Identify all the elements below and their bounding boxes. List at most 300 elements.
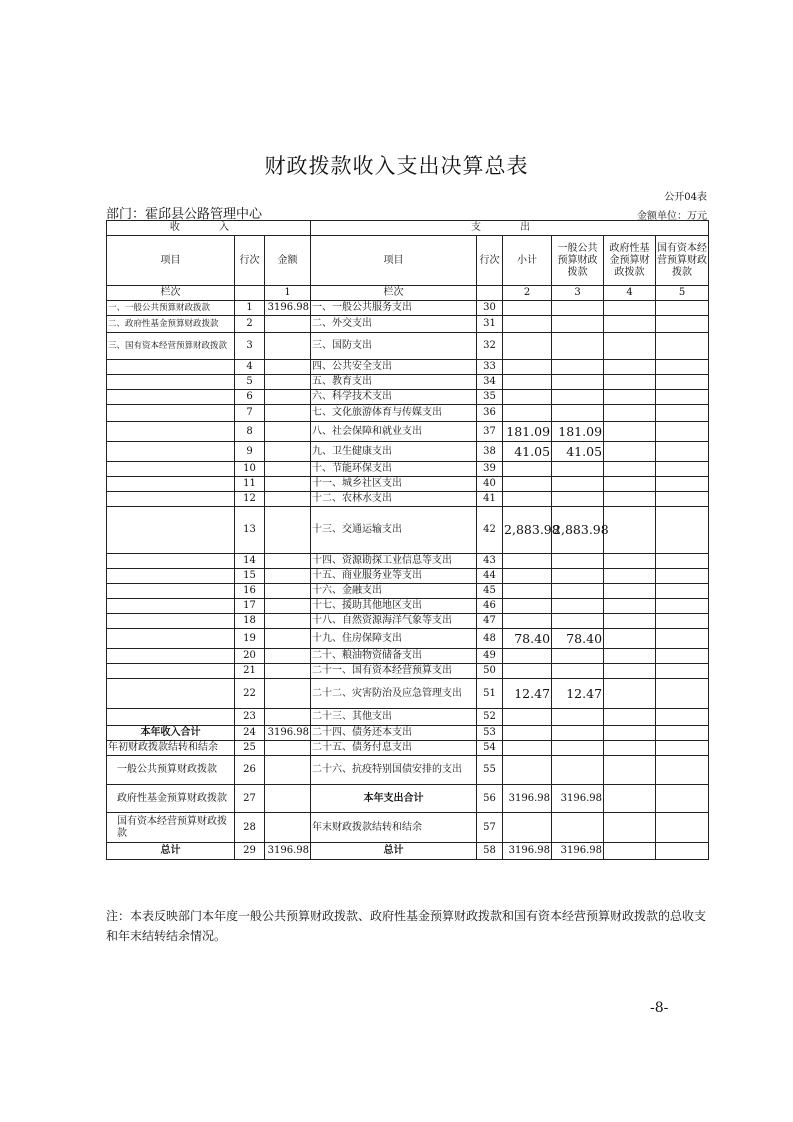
general-budget-value: 3196.98 <box>552 785 604 813</box>
subtotal-value: 2,883.98 <box>503 507 552 554</box>
state-capital-value <box>656 360 709 375</box>
income-item <box>107 405 235 422</box>
subtotal-value: 12.47 <box>503 679 552 709</box>
expense-line-header: 行次 <box>477 236 503 286</box>
expense-item: 十五、商业服务业等支出 <box>311 569 477 584</box>
col-index-5: 5 <box>656 286 709 301</box>
expense-line-no: 43 <box>477 554 503 569</box>
income-line-no: 13 <box>235 507 265 554</box>
income-amount <box>265 679 311 709</box>
col-index-2: 2 <box>503 286 552 301</box>
gov-fund-value <box>604 316 656 333</box>
income-line-no: 6 <box>235 390 265 405</box>
general-budget-value: 41.05 <box>552 442 604 462</box>
income-line-no: 7 <box>235 405 265 422</box>
income-line-no: 2 <box>235 316 265 333</box>
unit-label: 金额单位：万元 <box>637 211 707 222</box>
expense-line-no: 50 <box>477 664 503 679</box>
income-amount <box>265 507 311 554</box>
income-line-header: 行次 <box>235 236 265 286</box>
table-row <box>107 741 709 756</box>
income-amount <box>265 709 311 726</box>
state-capital-value <box>656 477 709 492</box>
income-line-no: 19 <box>235 629 265 649</box>
income-item <box>107 507 235 554</box>
general-budget-value <box>552 375 604 390</box>
income-amount <box>265 664 311 679</box>
subtotal-value <box>503 813 552 843</box>
general-budget-value: 2,883.98 <box>552 507 604 554</box>
state-capital-value <box>656 679 709 709</box>
subtotal-value <box>503 649 552 664</box>
form-code: 公开04表 <box>664 192 707 203</box>
income-item: 年初财政拨款结转和结余 <box>107 741 235 756</box>
income-item: 三、国有资本经营预算财政拨款 <box>107 333 235 360</box>
income-line-no: 14 <box>235 554 265 569</box>
general-budget-value <box>552 664 604 679</box>
state-capital-value <box>656 405 709 422</box>
expense-item: 总计 <box>311 843 477 860</box>
income-item: 政府性基金预算财政拨款 <box>107 785 235 813</box>
table-row <box>107 614 709 629</box>
table-row <box>107 569 709 584</box>
section-header-row <box>107 221 709 236</box>
gov-fund-value <box>604 709 656 726</box>
gov-fund-value <box>604 756 656 785</box>
gov-fund-value <box>604 405 656 422</box>
state-capital-value <box>656 301 709 316</box>
expense-item: 十四、资源勘探工业信息等支出 <box>311 554 477 569</box>
state-capital-value <box>656 554 709 569</box>
general-budget-value <box>552 726 604 741</box>
subtotal-value <box>503 360 552 375</box>
col-label-expense: 栏次 <box>311 286 477 301</box>
state-capital-value <box>656 614 709 629</box>
gov-fund-value <box>604 507 656 554</box>
table-body <box>107 221 709 860</box>
income-amount <box>265 584 311 599</box>
expense-line-no: 55 <box>477 756 503 785</box>
expense-line-no: 58 <box>477 843 503 860</box>
table-row <box>107 507 709 554</box>
income-line-no: 24 <box>235 726 265 741</box>
state-capital-value <box>656 726 709 741</box>
income-item <box>107 664 235 679</box>
gov-fund-value <box>604 554 656 569</box>
expense-item: 二十一、国有资本经营预算支出 <box>311 664 477 679</box>
income-amount <box>265 462 311 477</box>
subtotal-header: 小计 <box>503 236 552 286</box>
gov-fund-value <box>604 390 656 405</box>
expense-line-no: 37 <box>477 422 503 442</box>
expense-line-no: 46 <box>477 599 503 614</box>
subtotal-value <box>503 333 552 360</box>
expense-line-no: 56 <box>477 785 503 813</box>
subtotal-value <box>503 492 552 507</box>
subtotal-value <box>503 316 552 333</box>
expense-line-no: 51 <box>477 679 503 709</box>
income-item <box>107 442 235 462</box>
general-budget-value <box>552 360 604 375</box>
general-budget-value: 3196.98 <box>552 843 604 860</box>
general-budget-value <box>552 569 604 584</box>
general-budget-value <box>552 741 604 756</box>
state-capital-value <box>656 422 709 442</box>
subtotal-value <box>503 375 552 390</box>
expense-line-no: 39 <box>477 462 503 477</box>
income-amount <box>265 477 311 492</box>
general-budget-value <box>552 333 604 360</box>
subtotal-value <box>503 584 552 599</box>
income-line-no: 1 <box>235 301 265 316</box>
income-line-no: 29 <box>235 843 265 860</box>
expense-line-no: 45 <box>477 584 503 599</box>
general-budget-value <box>552 477 604 492</box>
gov-fund-value <box>604 375 656 390</box>
table-row <box>107 843 709 860</box>
gov-fund-value <box>604 569 656 584</box>
general-budget-value <box>552 649 604 664</box>
general-budget-value <box>552 614 604 629</box>
income-line-no: 28 <box>235 813 265 843</box>
general-budget-value <box>552 554 604 569</box>
state-capital-value <box>656 375 709 390</box>
income-amount <box>265 569 311 584</box>
gov-fund-value <box>604 785 656 813</box>
table-row <box>107 679 709 709</box>
general-budget-value <box>552 301 604 316</box>
expense-item: 八、社会保障和就业支出 <box>311 422 477 442</box>
income-item <box>107 679 235 709</box>
income-amount <box>265 316 311 333</box>
general-budget-value <box>552 316 604 333</box>
subtotal-value: 3196.98 <box>503 785 552 813</box>
income-line-no: 23 <box>235 709 265 726</box>
income-line-no: 16 <box>235 584 265 599</box>
income-item <box>107 477 235 492</box>
income-amount <box>265 813 311 843</box>
table-row <box>107 756 709 785</box>
gov-fund-value <box>604 679 656 709</box>
col-index-1: 1 <box>265 286 311 301</box>
col-label-income: 栏次 <box>107 286 235 301</box>
expense-item: 十七、援助其他地区支出 <box>311 599 477 614</box>
table-row <box>107 405 709 422</box>
general-budget-value <box>552 756 604 785</box>
gov-fund-value <box>604 813 656 843</box>
income-line-no: 27 <box>235 785 265 813</box>
state-capital-value <box>656 316 709 333</box>
income-amount <box>265 333 311 360</box>
subtotal-value <box>503 756 552 785</box>
income-amount <box>265 756 311 785</box>
expense-item: 二十四、债务还本支出 <box>311 726 477 741</box>
gov-fund-value <box>604 649 656 664</box>
income-item: 总计 <box>107 843 235 860</box>
expense-item: 一、一般公共服务支出 <box>311 301 477 316</box>
state-capital-value <box>656 390 709 405</box>
gov-fund-value <box>604 599 656 614</box>
general-budget-value <box>552 492 604 507</box>
subtotal-value: 3196.98 <box>503 843 552 860</box>
table-row <box>107 664 709 679</box>
income-line-no: 3 <box>235 333 265 360</box>
expense-line-no: 53 <box>477 726 503 741</box>
table-row <box>107 584 709 599</box>
income-amount: 3196.98 <box>265 726 311 741</box>
income-item <box>107 599 235 614</box>
expense-item: 九、卫生健康支出 <box>311 442 477 462</box>
income-amount <box>265 741 311 756</box>
income-item <box>107 492 235 507</box>
gov-fund-header: 政府性基金预算财政拨款 <box>604 236 656 286</box>
table-row <box>107 629 709 649</box>
income-item: 国有资本经营预算财政拨款 <box>107 813 235 843</box>
expense-line-no: 42 <box>477 507 503 554</box>
subtotal-value: 78.40 <box>503 629 552 649</box>
income-item <box>107 584 235 599</box>
expense-header <box>311 221 709 236</box>
table-row <box>107 785 709 813</box>
subtotal-value: 181.09 <box>503 422 552 442</box>
income-amount <box>265 614 311 629</box>
col-index-4: 4 <box>604 286 656 301</box>
page-title: 财政拨款收入支出决算总表 <box>264 154 529 178</box>
gov-fund-value <box>604 726 656 741</box>
state-capital-value <box>656 584 709 599</box>
expense-item: 七、文化旅游体育与传媒支出 <box>311 405 477 422</box>
state-capital-header: 国有资本经营预算财政拨款 <box>656 236 709 286</box>
income-amount <box>265 442 311 462</box>
subtotal-value <box>503 726 552 741</box>
subtotal-value <box>503 569 552 584</box>
income-amount-header: 金额 <box>265 236 311 286</box>
table-row <box>107 333 709 360</box>
table-row <box>107 492 709 507</box>
empty-cell <box>477 286 503 301</box>
table-row <box>107 709 709 726</box>
expense-line-no: 41 <box>477 492 503 507</box>
income-item <box>107 569 235 584</box>
income-item <box>107 390 235 405</box>
income-line-no: 8 <box>235 422 265 442</box>
table-row <box>107 477 709 492</box>
expense-item: 二十三、其他支出 <box>311 709 477 726</box>
state-capital-value <box>656 664 709 679</box>
expense-line-no: 52 <box>477 709 503 726</box>
state-capital-value <box>656 741 709 756</box>
expense-item: 五、教育支出 <box>311 375 477 390</box>
expense-line-no: 32 <box>477 333 503 360</box>
expense-item: 十六、金融支出 <box>311 584 477 599</box>
column-index-row <box>107 286 709 301</box>
table-row <box>107 316 709 333</box>
expense-item: 十八、自然资源海洋气象等支出 <box>311 614 477 629</box>
table-row <box>107 649 709 664</box>
state-capital-value <box>656 813 709 843</box>
expense-item: 年末财政拨款结转和结余 <box>311 813 477 843</box>
gov-fund-value <box>604 584 656 599</box>
state-capital-value <box>656 756 709 785</box>
income-line-no: 4 <box>235 360 265 375</box>
income-line-no: 20 <box>235 649 265 664</box>
expense-item: 十一、城乡社区支出 <box>311 477 477 492</box>
income-item <box>107 375 235 390</box>
income-line-no: 15 <box>235 569 265 584</box>
gov-fund-value <box>604 360 656 375</box>
income-item: 一、一般公共预算财政拨款 <box>107 301 235 316</box>
expense-item: 六、科学技术支出 <box>311 390 477 405</box>
expense-line-no: 49 <box>477 649 503 664</box>
expense-item: 二十、粮油物资储备支出 <box>311 649 477 664</box>
expense-line-no: 48 <box>477 629 503 649</box>
gov-fund-value <box>604 614 656 629</box>
state-capital-value <box>656 462 709 477</box>
subtotal-value: 41.05 <box>503 442 552 462</box>
expense-line-no: 33 <box>477 360 503 375</box>
gov-fund-value <box>604 477 656 492</box>
table-row <box>107 726 709 741</box>
expense-item: 本年支出合计 <box>311 785 477 813</box>
state-capital-value <box>656 442 709 462</box>
income-amount <box>265 649 311 664</box>
gov-fund-value <box>604 333 656 360</box>
subtotal-value <box>503 301 552 316</box>
gov-fund-value <box>604 629 656 649</box>
department-label: 部门：霍邱县公路管理中心 <box>106 207 263 222</box>
expense-line-no: 44 <box>477 569 503 584</box>
expense-line-no: 54 <box>477 741 503 756</box>
expense-item: 十、节能环保支出 <box>311 462 477 477</box>
subtotal-value <box>503 477 552 492</box>
income-amount <box>265 360 311 375</box>
state-capital-value <box>656 569 709 584</box>
table-row <box>107 462 709 477</box>
state-capital-value <box>656 629 709 649</box>
empty-cell <box>235 286 265 301</box>
expense-line-no: 31 <box>477 316 503 333</box>
income-amount: 3196.98 <box>265 301 311 316</box>
income-amount <box>265 375 311 390</box>
income-line-no: 18 <box>235 614 265 629</box>
income-item <box>107 614 235 629</box>
general-budget-value: 12.47 <box>552 679 604 709</box>
state-capital-value <box>656 333 709 360</box>
income-item <box>107 629 235 649</box>
table-row <box>107 390 709 405</box>
general-budget-value <box>552 813 604 843</box>
state-capital-value <box>656 785 709 813</box>
table-row <box>107 554 709 569</box>
state-capital-value <box>656 492 709 507</box>
gov-fund-value <box>604 422 656 442</box>
income-amount <box>265 422 311 442</box>
table-note: 注：本表反映部门本年度一般公共预算财政拨款、政府性基金预算财政拨款和国有资本经营预算财政拨款的总收支和年末结转结余情况。 <box>106 909 707 943</box>
expense-item: 十三、交通运输支出 <box>311 507 477 554</box>
subtotal-value <box>503 599 552 614</box>
subtotal-value <box>503 664 552 679</box>
expense-line-no: 34 <box>477 375 503 390</box>
income-line-no: 10 <box>235 462 265 477</box>
expense-item: 二十五、债务付息支出 <box>311 741 477 756</box>
income-header <box>107 221 311 236</box>
general-budget-value <box>552 584 604 599</box>
expense-line-no: 38 <box>477 442 503 462</box>
expense-item: 三、国防支出 <box>311 333 477 360</box>
general-budget-value <box>552 709 604 726</box>
expense-line-no: 57 <box>477 813 503 843</box>
expense-header-text: 支 出 <box>470 222 549 233</box>
gov-fund-value <box>604 301 656 316</box>
table-row <box>107 442 709 462</box>
general-budget-value <box>552 599 604 614</box>
expense-item: 四、公共安全支出 <box>311 360 477 375</box>
table-row <box>107 813 709 843</box>
state-capital-value <box>656 599 709 614</box>
gov-fund-value <box>604 664 656 679</box>
state-capital-value <box>656 843 709 860</box>
income-line-no: 21 <box>235 664 265 679</box>
income-item: 一般公共预算财政拨款 <box>107 756 235 785</box>
expense-line-no: 40 <box>477 477 503 492</box>
income-item <box>107 422 235 442</box>
state-capital-value <box>656 709 709 726</box>
table-row <box>107 301 709 316</box>
income-line-no: 12 <box>235 492 265 507</box>
budget-table <box>106 220 709 860</box>
income-line-no: 9 <box>235 442 265 462</box>
col-index-3: 3 <box>552 286 604 301</box>
general-budget-value: 181.09 <box>552 422 604 442</box>
income-amount <box>265 405 311 422</box>
gov-fund-value <box>604 462 656 477</box>
expense-item: 十九、住房保障支出 <box>311 629 477 649</box>
income-amount <box>265 599 311 614</box>
income-amount <box>265 390 311 405</box>
income-amount: 3196.98 <box>265 843 311 860</box>
general-budget-value <box>552 405 604 422</box>
income-item <box>107 462 235 477</box>
income-item-header: 项目 <box>107 236 235 286</box>
income-line-no: 11 <box>235 477 265 492</box>
income-amount <box>265 492 311 507</box>
subtotal-value <box>503 405 552 422</box>
gov-fund-value <box>604 843 656 860</box>
table-row <box>107 599 709 614</box>
general-budget-header: 一般公共预算财政拨款 <box>552 236 604 286</box>
income-amount <box>265 554 311 569</box>
income-item <box>107 649 235 664</box>
income-item: 二、政府性基金预算财政拨款 <box>107 316 235 333</box>
subtotal-value <box>503 709 552 726</box>
expense-item: 二、外交支出 <box>311 316 477 333</box>
table-row <box>107 422 709 442</box>
gov-fund-value <box>604 741 656 756</box>
income-line-no: 25 <box>235 741 265 756</box>
income-item <box>107 709 235 726</box>
column-header-row <box>107 236 709 286</box>
gov-fund-value <box>604 492 656 507</box>
gov-fund-value <box>604 442 656 462</box>
subtotal-value <box>503 614 552 629</box>
expense-line-no: 36 <box>477 405 503 422</box>
income-amount <box>265 785 311 813</box>
subtotal-value <box>503 741 552 756</box>
subtotal-value <box>503 462 552 477</box>
income-line-no: 26 <box>235 756 265 785</box>
income-item: 本年收入合计 <box>107 726 235 741</box>
expense-line-no: 47 <box>477 614 503 629</box>
